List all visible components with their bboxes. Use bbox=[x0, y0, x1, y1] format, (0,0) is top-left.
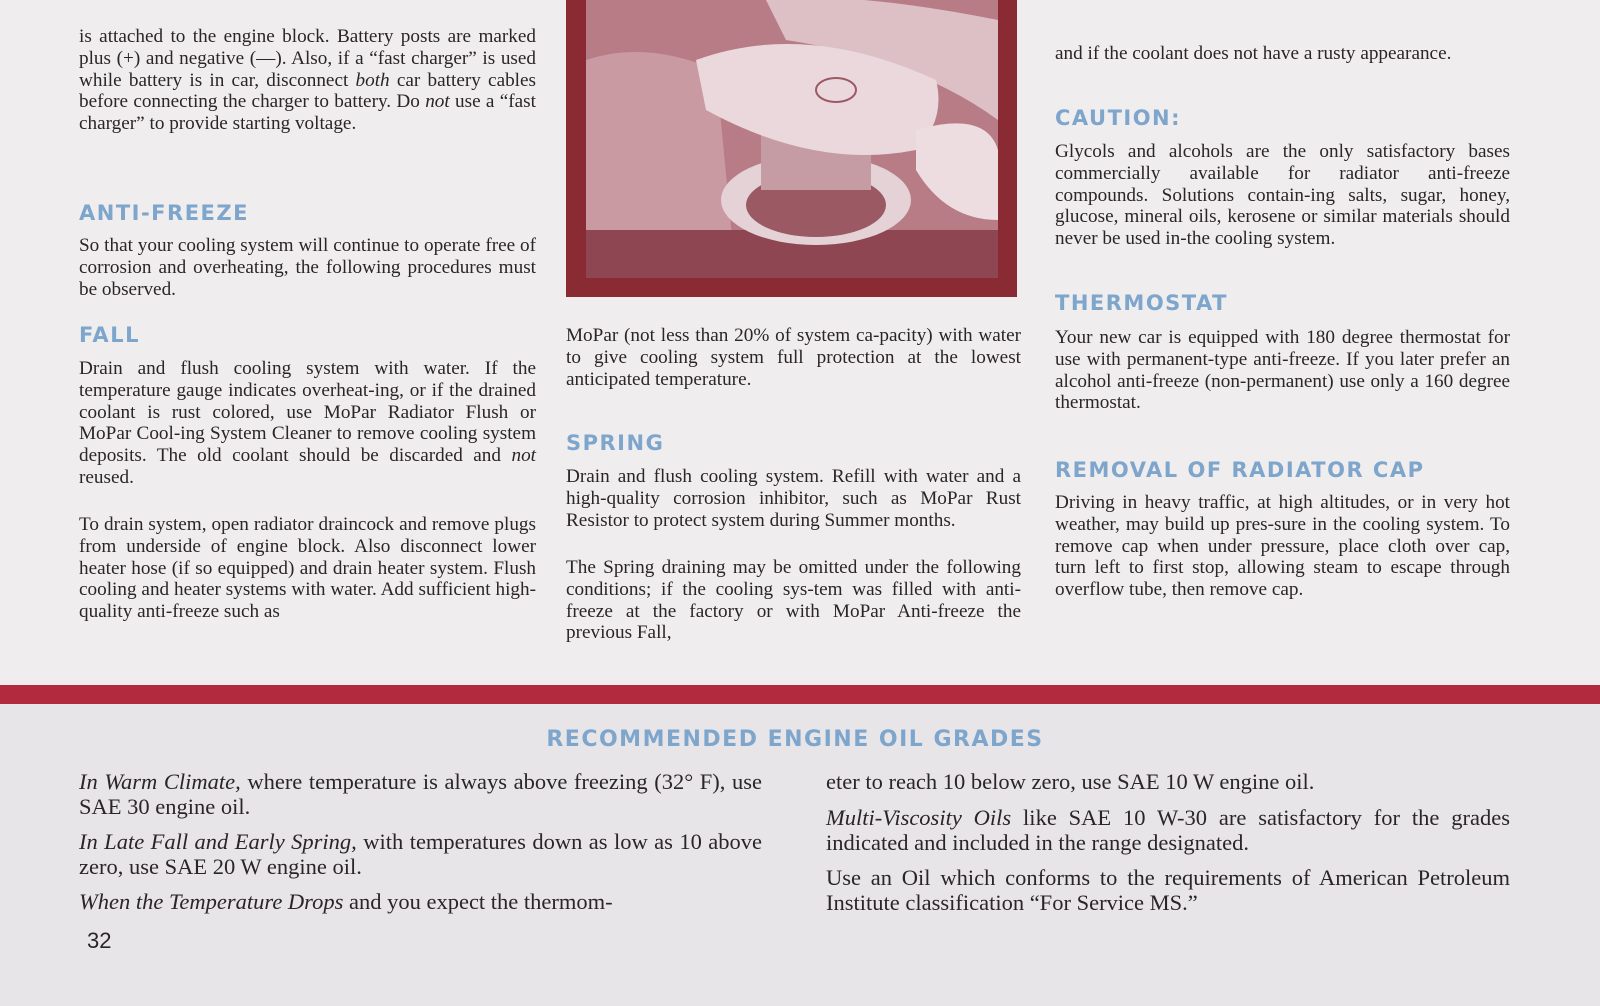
text-run: like SAE 10 W-30 are satisfactory for the grades indicated and included in the range designated. bbox=[826, 805, 1510, 855]
paragraph-text bbox=[79, 26, 536, 135]
text-run: reused. bbox=[79, 466, 134, 488]
paragraph-text bbox=[826, 770, 1510, 795]
fall-paragraph bbox=[79, 358, 536, 489]
oil-para-late-fall bbox=[79, 830, 762, 879]
paragraph-text bbox=[79, 770, 762, 819]
text-run: is attached to the engine block. Battery posts are marked plus (+) and negative (—). Also, if a “fast charger” is used while battery is in car, disconnect bbox=[79, 26, 536, 91]
italic-text: not bbox=[425, 91, 450, 113]
italic-text: In Warm Climate, bbox=[79, 769, 241, 794]
radiator-cap-paragraph bbox=[1055, 492, 1510, 601]
text-run: and if the coolant does not have a rusty appearance. bbox=[1055, 43, 1452, 64]
radiator-cap-photo bbox=[566, 0, 1017, 297]
text-run: To drain system, open radiator draincock and remove plugs from underside of engine block. Also disconnect lower heater hose (if so equipped) and drain heater system. Flush cooling and heater systems with water. Add sufficient high-quality anti-freeze such as bbox=[79, 514, 536, 623]
spring-paragraph bbox=[566, 466, 1021, 531]
text-run: where temperature is always above freezing (32° F), use SAE 30 engine oil. bbox=[79, 769, 762, 819]
paragraph-text bbox=[79, 358, 536, 489]
paragraph-text bbox=[566, 557, 1021, 644]
oil-para-temperature-drops bbox=[79, 890, 762, 915]
mopar-paragraph bbox=[566, 325, 1021, 390]
paragraph-text bbox=[79, 890, 762, 915]
radiator-cap-illustration bbox=[586, 0, 998, 278]
oil-para-below-zero bbox=[826, 770, 1510, 795]
paragraph-text bbox=[79, 235, 536, 300]
drain-paragraph bbox=[79, 514, 536, 623]
page-number: 32 bbox=[87, 928, 112, 953]
text-run: Driving in heavy traffic, at high altitudes, or in very hot weather, may build up pres-sure in the cooling system. To remove cap when under pressure, place cloth over cap, turn left to first stop, allowing steam to escape through overflow tube, then remove cap. bbox=[1055, 492, 1510, 601]
italic-text: When the Temperature Drops bbox=[79, 889, 344, 914]
heading-oil-grades: RECOMMENDED ENGINE OIL GRADES bbox=[546, 727, 1044, 752]
caution-paragraph bbox=[1055, 141, 1510, 250]
paragraph-text bbox=[1055, 492, 1510, 601]
text-run: Drain and flush cooling system with water. If the temperature gauge indicates overheat-ing, or if the drained coolant is rust colored, use MoPar Radiator Flush or MoPar Cool-ing System Cleaner to remove cooling system deposits. The old coolant should be discarded and bbox=[79, 358, 536, 467]
thermostat-paragraph bbox=[1055, 327, 1510, 414]
spring-draining-paragraph bbox=[566, 557, 1021, 644]
oil-para-multi-viscosity bbox=[826, 806, 1510, 855]
text-run: use a “fast charger” to provide starting voltage. bbox=[79, 91, 536, 135]
paragraph-text bbox=[1055, 43, 1510, 65]
paragraph-text bbox=[1055, 141, 1510, 250]
text-run: So that your cooling system will continue to operate free of corrosion and overheating, the following procedures must be observed. bbox=[79, 235, 536, 300]
italic-text: In Late Fall and Early Spring, bbox=[79, 829, 357, 854]
oil-grades-section bbox=[0, 704, 1600, 1006]
text-run: eter to reach 10 below zero, use SAE 10 W engine oil. bbox=[826, 769, 1315, 794]
heading-caution: CAUTION: bbox=[1055, 106, 1182, 130]
text-run: MoPar (not less than 20% of system ca-pacity) with water to give cooling system full protection at the lowest anticipated temperature. bbox=[566, 325, 1021, 390]
paragraph-text bbox=[79, 830, 762, 879]
text-run: and you expect the thermom- bbox=[343, 889, 613, 914]
battery-paragraph bbox=[79, 26, 536, 135]
paragraph-text bbox=[826, 806, 1510, 855]
heading-anti-freeze: ANTI-FREEZE bbox=[79, 201, 249, 225]
divider-rule bbox=[0, 685, 1600, 704]
text-run: Drain and flush cooling system. Refill with water and a high-quality corrosion inhibitor, such as MoPar Rust Resistor to protect system during Summer months. bbox=[566, 466, 1021, 531]
text-run: Use an Oil which conforms to the requirements of American Petroleum Institute classification “For Service MS.” bbox=[826, 865, 1510, 915]
paragraph-text bbox=[1055, 327, 1510, 414]
text-run: with temperatures down as low as 10 above zero, use SAE 20 W engine oil. bbox=[79, 829, 762, 879]
paragraph-text bbox=[566, 466, 1021, 531]
heading-fall: FALL bbox=[79, 323, 140, 347]
text-run: The Spring draining may be omitted under the following conditions; if the cooling sys-tem was filled with anti-freeze at the factory or with MoPar Anti-freeze the previous Fall, bbox=[566, 557, 1021, 644]
heading-removal-of-radiator-cap: REMOVAL OF RADIATOR CAP bbox=[1055, 458, 1425, 482]
italic-text: not bbox=[511, 445, 536, 467]
oil-para-api bbox=[826, 866, 1510, 915]
paragraph-text bbox=[79, 514, 536, 623]
italic-text: both bbox=[355, 69, 390, 91]
oil-para-warm bbox=[79, 770, 762, 819]
heading-spring: SPRING bbox=[566, 431, 665, 455]
text-run: Your new car is equipped with 180 degree thermostat for use with permanent-type anti-freeze. If you later prefer an alcohol anti-freeze (non-permanent) use only a 160 degree thermostat. bbox=[1055, 327, 1510, 414]
text-run: car battery cables before connecting the charger to battery. Do bbox=[79, 69, 536, 113]
heading-thermostat: THERMOSTAT bbox=[1055, 291, 1228, 315]
coolant-paragraph bbox=[1055, 43, 1510, 65]
italic-text: Multi-Viscosity Oils bbox=[826, 805, 1012, 830]
paragraph-text bbox=[566, 325, 1021, 390]
text-run: Glycols and alcohols are the only satisfactory bases commercially available for radiator anti-freeze compounds. Solutions contain-ing salts, sugar, honey, glucose, mineral oils, kerosene or similar materials should never be used in-the cooling system. bbox=[1055, 141, 1510, 250]
anti-freeze-paragraph bbox=[79, 235, 536, 300]
paragraph-text bbox=[826, 866, 1510, 915]
